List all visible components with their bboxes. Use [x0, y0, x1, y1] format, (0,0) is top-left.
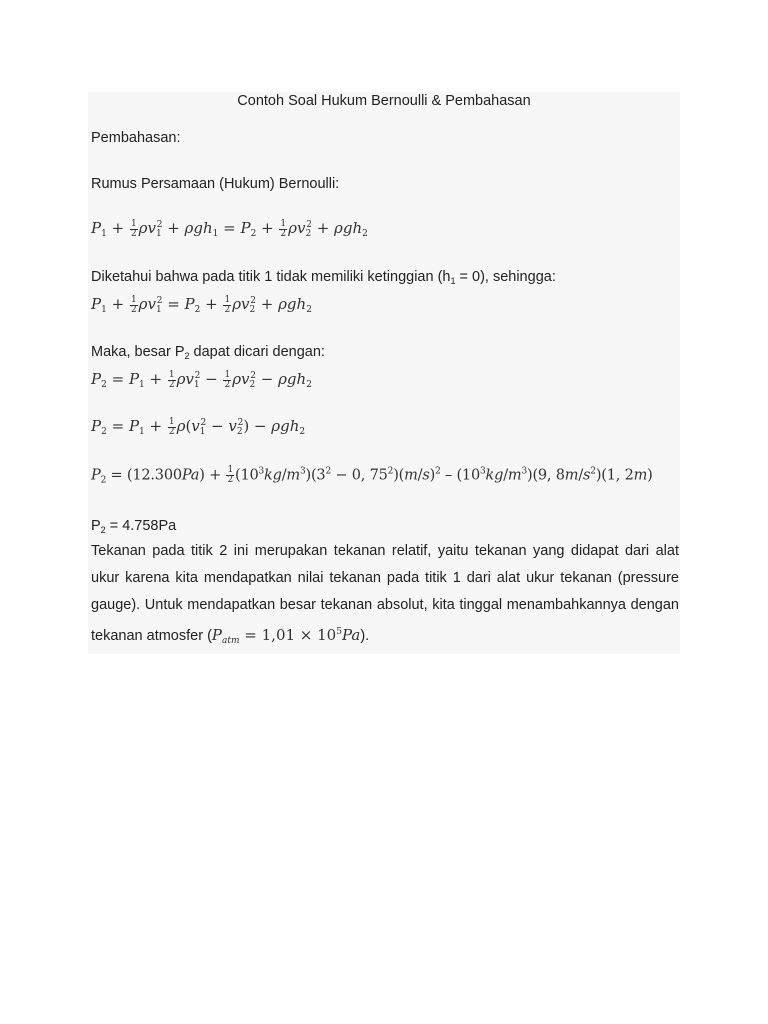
simplified-equation: $P_1$ + $\frac{1}{2}$ $\rho v_1^2 = P_2$ + $\frac{1}{2}$ $\rho v_2^2 + \rho gh_2$: [91, 294, 312, 315]
given-suffix: = 0), sehingga:: [455, 269, 556, 285]
result-prefix: P: [91, 518, 101, 534]
p2-equation-1: $P_2 = P_1$ + $\frac{1}{2}$ $\rho v_1^2$ − $\frac{1}{2}$ $\rho v_2^2 - \rho gh_2$: [91, 369, 312, 390]
document-title: Contoh Soal Hukum Bernoulli & Pembahasan: [237, 93, 531, 109]
bernoulli-equation: $P_1$ + $\frac{1}{2}$ $\rho v_1^2 + \rho gh_1 = P_2$ + $\frac{1}{2}$ $\rho v_2^2 + \rho gh_2$: [91, 218, 368, 239]
solve-subscript: 2: [184, 351, 190, 361]
rho-exponent: 3: [258, 466, 265, 477]
h-value: (1, 2: [601, 467, 634, 484]
given-statement: [91, 269, 556, 286]
v1-value: (3: [310, 467, 326, 484]
patm-value: = 1,01 × 10: [239, 626, 337, 644]
p2-equation-3: $P_2 = (12.300Pa)$ + $\frac{1}{2}$ $(10^3kg/m^3)(3^2 - 0$, $75^2)(m/s)^2 - (10^3kg/m^3)(9$, $8m/s^2)(1$, 2m): [91, 465, 653, 486]
v2-exponent: 2: [387, 466, 394, 477]
g-value: (9, 8: [532, 467, 565, 484]
solve-statement: [91, 344, 325, 361]
given-subscript: 1: [450, 276, 456, 286]
patm-exponent: 5: [336, 627, 342, 637]
result-subscript: 2: [100, 525, 106, 535]
given-prefix: Diketahui bahwa pada titik 1 tidak memiliki ketinggian (h: [91, 269, 451, 285]
p1-value: (12.300: [126, 467, 182, 484]
p2-equation-2: $P_2 = P_1$ + $\frac{1}{2}$ $\rho(v_1^2 - v_2^2) - \rho gh_2$: [91, 416, 306, 437]
patm-unit: Pa: [341, 626, 361, 644]
result-value: = 4.758Pa: [105, 518, 177, 534]
formula-intro: Rumus Persamaan (Hukum) Bernoulli:: [91, 176, 340, 192]
atmospheric-pressure-formula: $P_{atm} = 1,01 \times 10^5Pa$: [211, 626, 361, 646]
section-label: Pembahasan:: [91, 130, 181, 146]
solve-suffix: dapat dicari dengan:: [189, 344, 325, 360]
explanation-end: ).: [360, 628, 370, 644]
v2-value: − 0, 75: [330, 467, 388, 484]
solve-prefix: Maka, besar P: [91, 344, 185, 360]
rho-value: (10: [235, 467, 259, 484]
explanation-paragraph: [91, 538, 679, 655]
explanation-text: Tekanan pada titik 2 ini merupakan tekanan relatif, yaitu tekanan yang didapat dari alat ukur karena kita mendapatkan nilai tekanan pada titik 1 dari alat ukur tekanan (pressure gauge). Untuk mendapatkan besar tekanan absolut, kita tinggal menambahkannya dengan tekanan atmosfer (: [91, 543, 679, 644]
result-line: [91, 518, 176, 535]
v1-exponent: 2: [325, 466, 331, 477]
document-page: [88, 92, 680, 654]
